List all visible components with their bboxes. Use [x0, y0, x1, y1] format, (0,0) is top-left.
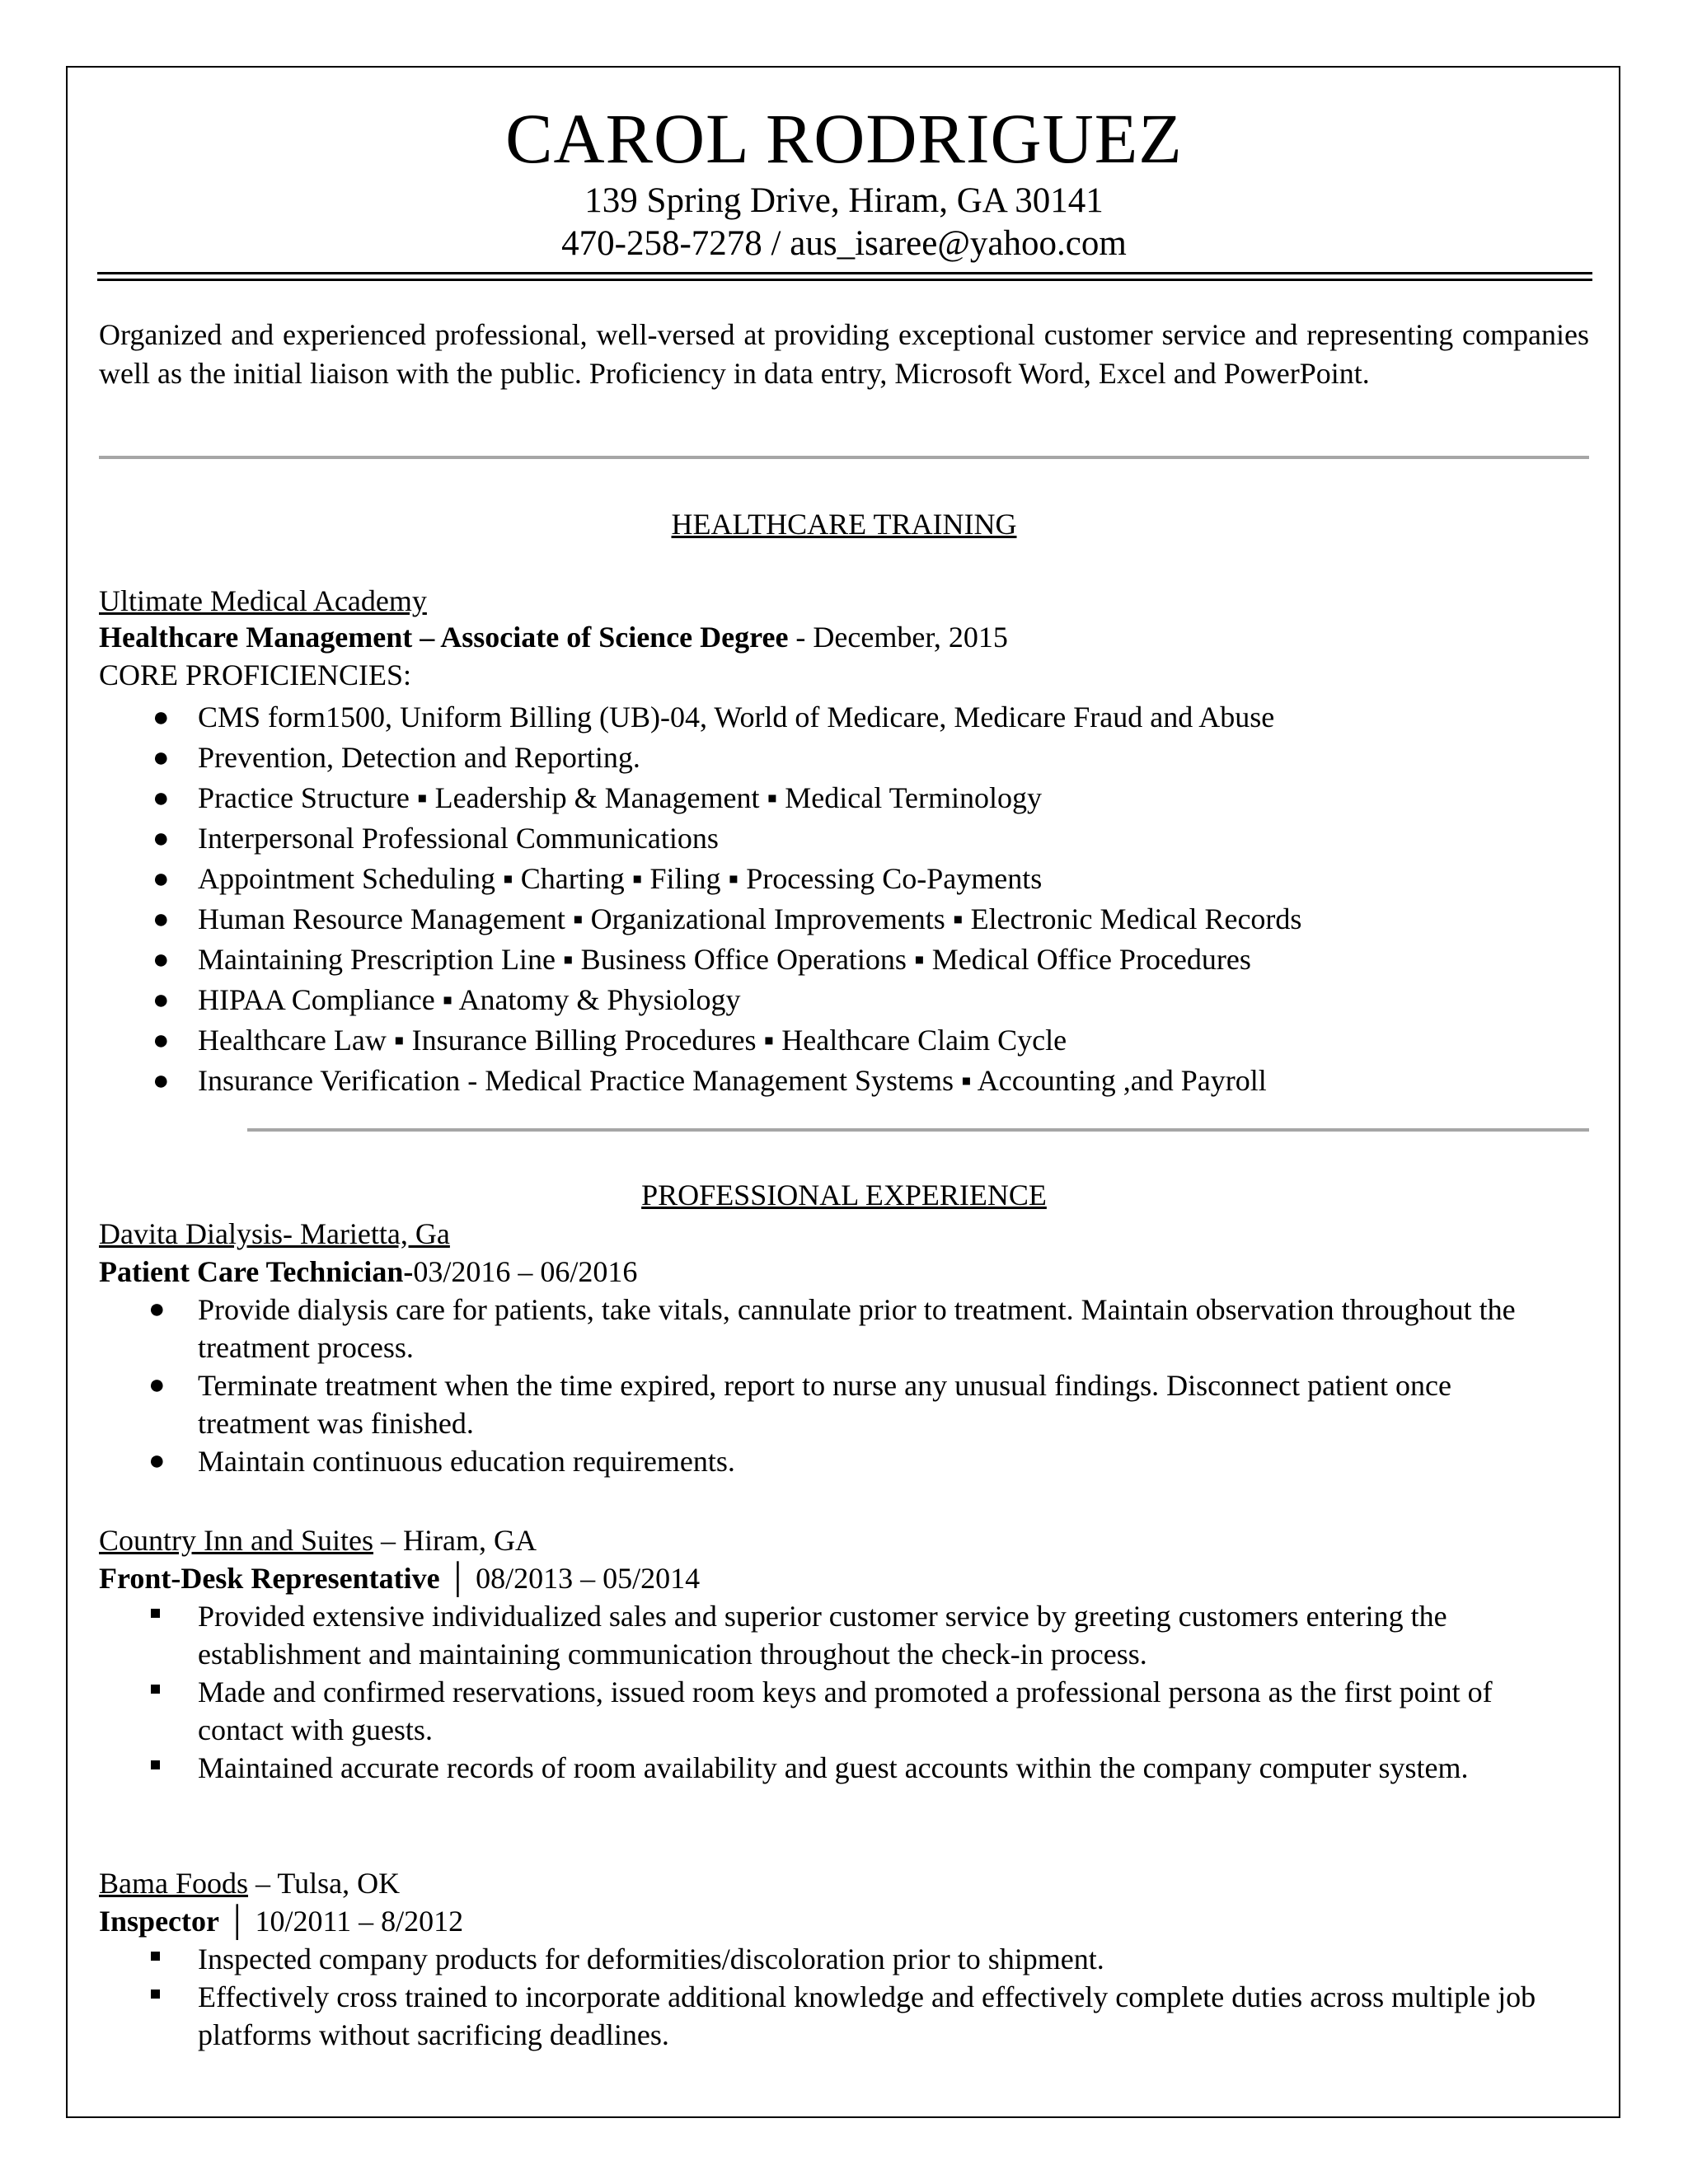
bullet-icon: ●	[152, 743, 170, 773]
job-1-company: Davita Dialysis- Marietta, Ga	[99, 1217, 450, 1250]
bullet-icon: ●	[152, 904, 170, 935]
list-item: Provided extensive individualized sales and superior customer service by greeting customers entering the establishment and maintaining communication throughout the check-in process.	[198, 1597, 1550, 1673]
job-3-title: Inspector	[99, 1905, 219, 1938]
job-1-bullets	[148, 1291, 1550, 1480]
job-2-title: Front-Desk Representative	[99, 1562, 440, 1595]
bullet-icon: ●	[152, 1066, 170, 1096]
candidate-name: CAROL RODRIGUEZ	[505, 99, 1183, 178]
list-item: ● HIPAA Compliance ▪ Anatomy & Physiology	[198, 980, 1301, 1020]
section-heading-experience: PROFESSIONAL EXPERIENCE	[641, 1179, 1047, 1212]
school-name: Ultimate Medical Academy	[99, 584, 427, 617]
square-bullet-icon	[151, 1685, 160, 1694]
bullet-icon: ●	[152, 823, 170, 854]
header-divider-bottom	[97, 279, 1592, 281]
square-bullet-icon	[151, 1952, 160, 1961]
bullet-icon: ●	[152, 985, 170, 1015]
header-divider-top	[97, 272, 1592, 274]
list-item: ● CMS form1500, Uniform Billing (UB)-04, World of Medicare, Medicare Fraud and Abuse	[198, 697, 1301, 738]
summary: Organized and experienced professional, well-versed at providing exceptional customer service and representing companies well as the initial liaison with the public. Proficiency in data entry, Microsoft Word, Excel and PowerPoint.	[99, 318, 1589, 390]
job-1-title: Patient Care Technician-	[99, 1255, 414, 1288]
section-heading-training: HEALTHCARE TRAINING	[671, 508, 1017, 541]
list-item: ● Interpersonal Professional Communications	[198, 818, 1301, 859]
list-item: Made and confirmed reservations, issued room keys and promoted a professional persona as the first point of contact with guests.	[198, 1673, 1550, 1749]
degree-date: - December, 2015	[788, 621, 1008, 654]
job-3-title-line	[99, 1902, 463, 1940]
job-2-company: Country Inn and Suites	[99, 1524, 373, 1557]
job-2-location: – Hiram, GA	[373, 1524, 537, 1557]
bullet-icon: ●	[148, 1294, 166, 1324]
list-item: ● Prevention, Detection and Reporting.	[198, 738, 1301, 778]
proficiency-list	[152, 697, 1302, 1101]
training-divider	[247, 1128, 1589, 1132]
address: 139 Spring Drive, Hiram, GA 30141	[584, 181, 1104, 220]
bullet-icon: ●	[152, 783, 170, 813]
job-3-company: Bama Foods	[99, 1867, 249, 1900]
bullet-icon: ●	[152, 944, 170, 975]
bullet-icon: ●	[152, 1025, 170, 1056]
job-2-dates: │ 08/2013 – 05/2014	[439, 1562, 701, 1595]
summary-divider	[99, 456, 1589, 459]
list-item: ● Human Resource Management ▪ Organizational Improvements ▪ Electronic Medical Records	[198, 899, 1301, 940]
phone-email: 470-258-7278 / aus_isaree@yahoo.com	[561, 224, 1127, 263]
job-2-company-line	[99, 1521, 537, 1559]
square-bullet-icon	[151, 1760, 160, 1769]
list-item: ● Terminate treatment when the time expired, report to nurse any unusual findings. Disconnect patient once treatment was finished.	[198, 1366, 1550, 1442]
list-item: ● Insurance Verification - Medical Practice Management Systems ▪ Accounting ,and Payroll	[198, 1061, 1301, 1101]
job-3-location: – Tulsa, OK	[248, 1867, 401, 1900]
degree-line	[99, 618, 1008, 656]
bullet-icon: ●	[152, 864, 170, 894]
list-item: Effectively cross trained to incorporate additional knowledge and effectively complete duties across multiple job platforms without sacrificing deadlines.	[198, 1978, 1550, 2054]
square-bullet-icon	[151, 1609, 160, 1618]
degree-title: Healthcare Management – Associate of Science Degree	[99, 621, 789, 654]
job-1-title-line	[99, 1253, 637, 1291]
job-2-bullets	[198, 1597, 1550, 1787]
job-3-bullets	[198, 1940, 1550, 2054]
list-item: ● Appointment Scheduling ▪ Charting ▪ Filing ▪ Processing Co-Payments	[198, 859, 1301, 899]
list-item: ● Healthcare Law ▪ Insurance Billing Procedures ▪ Healthcare Claim Cycle	[198, 1020, 1301, 1061]
list-item: ● Practice Structure ▪ Leadership & Management ▪ Medical Terminology	[198, 778, 1301, 818]
job-1-company-line	[99, 1215, 450, 1253]
bullet-icon: ●	[148, 1446, 166, 1476]
core-proficiencies-label: CORE PROFICIENCIES:	[99, 658, 412, 691]
square-bullet-icon	[151, 1990, 160, 1999]
list-item: ● Provide dialysis care for patients, take vitals, cannulate prior to treatment. Maintain observation throughout the treatment process.	[198, 1291, 1550, 1366]
list-item: Inspected company products for deformities/discoloration prior to shipment.	[198, 1940, 1550, 1978]
list-item: Maintained accurate records of room availability and guest accounts within the company computer system.	[198, 1749, 1550, 1787]
list-item: ● Maintaining Prescription Line ▪ Business Office Operations ▪ Medical Office Procedures	[198, 940, 1301, 980]
job-3-company-line	[99, 1864, 400, 1902]
bullet-icon: ●	[152, 702, 170, 733]
job-3-dates: │ 10/2011 – 8/2012	[219, 1905, 464, 1938]
list-item: ● Maintain continuous education requirements.	[198, 1442, 1550, 1480]
job-1-dates: 03/2016 – 06/2016	[413, 1255, 638, 1288]
bullet-icon: ●	[148, 1370, 166, 1400]
job-2-title-line	[99, 1559, 700, 1597]
